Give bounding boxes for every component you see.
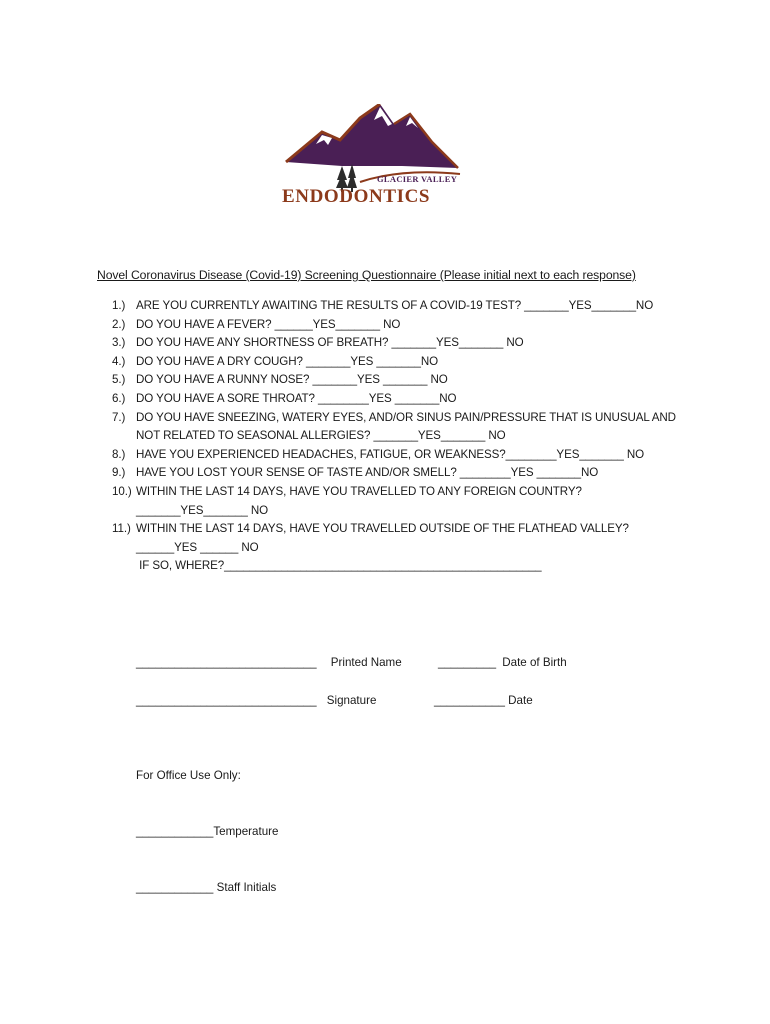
- question-number: 7.): [112, 410, 126, 424]
- question-item: [112, 520, 676, 576]
- printed-name-line[interactable]: ____________________________: [136, 656, 317, 669]
- question-number: 6.): [112, 391, 126, 405]
- question-number: 10.): [112, 484, 132, 498]
- printed-name-row: [136, 656, 402, 669]
- question-item: [112, 316, 676, 335]
- staff-initials-line[interactable]: ____________: [136, 881, 214, 894]
- question-text: DO YOU HAVE A RUNNY NOSE? _______YES _______ NO: [136, 373, 448, 387]
- question-text: NOT RELATED TO SEASONAL ALLERGIES? _______YES_______ NO: [136, 429, 506, 443]
- question-text: WITHIN THE LAST 14 DAYS, HAVE YOU TRAVELLED OUTSIDE OF THE FLATHEAD VALLEY?: [136, 522, 629, 536]
- question-item: [112, 334, 676, 353]
- question-text: ______YES ______ NO: [136, 540, 259, 554]
- question-item: [112, 297, 676, 316]
- question-text: HAVE YOU EXPERIENCED HEADACHES, FATIGUE, OR WEAKNESS?________YES_______ NO: [136, 447, 645, 461]
- question-item: [112, 409, 676, 446]
- question-item: [112, 353, 676, 372]
- staff-initials-row: [136, 881, 276, 894]
- question-text: WITHIN THE LAST 14 DAYS, HAVE YOU TRAVELLED TO ANY FOREIGN COUNTRY?: [136, 484, 582, 498]
- staff-initials-label: Staff Initials: [216, 881, 277, 894]
- question-number: 9.): [112, 466, 126, 480]
- question-number: 2.): [112, 317, 126, 331]
- temperature-label: Temperature: [213, 825, 279, 838]
- question-item: [112, 446, 676, 465]
- question-number: 5.): [112, 373, 126, 387]
- date-label: Date: [508, 694, 533, 707]
- question-item: [112, 464, 676, 483]
- date-line[interactable]: ___________: [434, 694, 505, 707]
- question-text: HAVE YOU LOST YOUR SENSE OF TASTE AND/OR SMELL? ________YES _______NO: [136, 466, 599, 480]
- question-number: 8.): [112, 447, 126, 461]
- question-item: [112, 371, 676, 390]
- glacier-valley-logo: [282, 104, 472, 210]
- date-of-birth-row: [438, 656, 567, 669]
- question-text: DO YOU HAVE ANY SHORTNESS OF BREATH? _______YES_______ NO: [136, 336, 524, 350]
- question-number: 11.): [112, 522, 131, 536]
- temperature-row: [136, 825, 278, 838]
- question-number: 3.): [112, 336, 126, 350]
- office-use-heading: For Office Use Only:: [136, 769, 241, 782]
- questionnaire-title: Novel Coronavirus Disease (Covid-19) Screening Questionnaire (Please initial next to each response): [97, 268, 636, 282]
- date-row: [434, 694, 533, 707]
- question-number: 1.): [112, 299, 126, 312]
- question-text: DO YOU HAVE A FEVER? ______YES_______ NO: [136, 317, 401, 331]
- printed-name-label: Printed Name: [330, 656, 402, 669]
- logo-line-glacier-valley: GLACIER VALLEY: [377, 174, 458, 184]
- signature-row: [136, 694, 376, 707]
- question-number: 4.): [112, 354, 126, 368]
- question-text: DO YOU HAVE A SORE THROAT? ________YES _______NO: [136, 391, 457, 405]
- question-text: DO YOU HAVE SNEEZING, WATERY EYES, AND/OR SINUS PAIN/PRESSURE THAT IS UNUSUAL AND: [136, 410, 676, 424]
- logo-line-endodontics: ENDODONTICS: [282, 186, 431, 207]
- question-text: _______YES_______ NO: [136, 503, 269, 517]
- question-list: [112, 297, 676, 576]
- question-item: [112, 483, 676, 520]
- question-item: [112, 390, 676, 409]
- date-of-birth-line[interactable]: _________: [438, 656, 497, 669]
- question-text: IF SO, WHERE?__________________________________________________: [136, 559, 542, 573]
- signature-line[interactable]: ____________________________: [136, 694, 317, 707]
- date-of-birth-label: Date of Birth: [502, 656, 567, 669]
- signature-label: Signature: [326, 694, 377, 707]
- question-text: DO YOU HAVE A DRY COUGH? _______YES _______NO: [136, 354, 439, 368]
- temperature-line[interactable]: ____________: [136, 825, 214, 838]
- question-text: ARE YOU CURRENTLY AWAITING THE RESULTS OF A COVID-19 TEST? _______YES_______NO: [136, 299, 654, 312]
